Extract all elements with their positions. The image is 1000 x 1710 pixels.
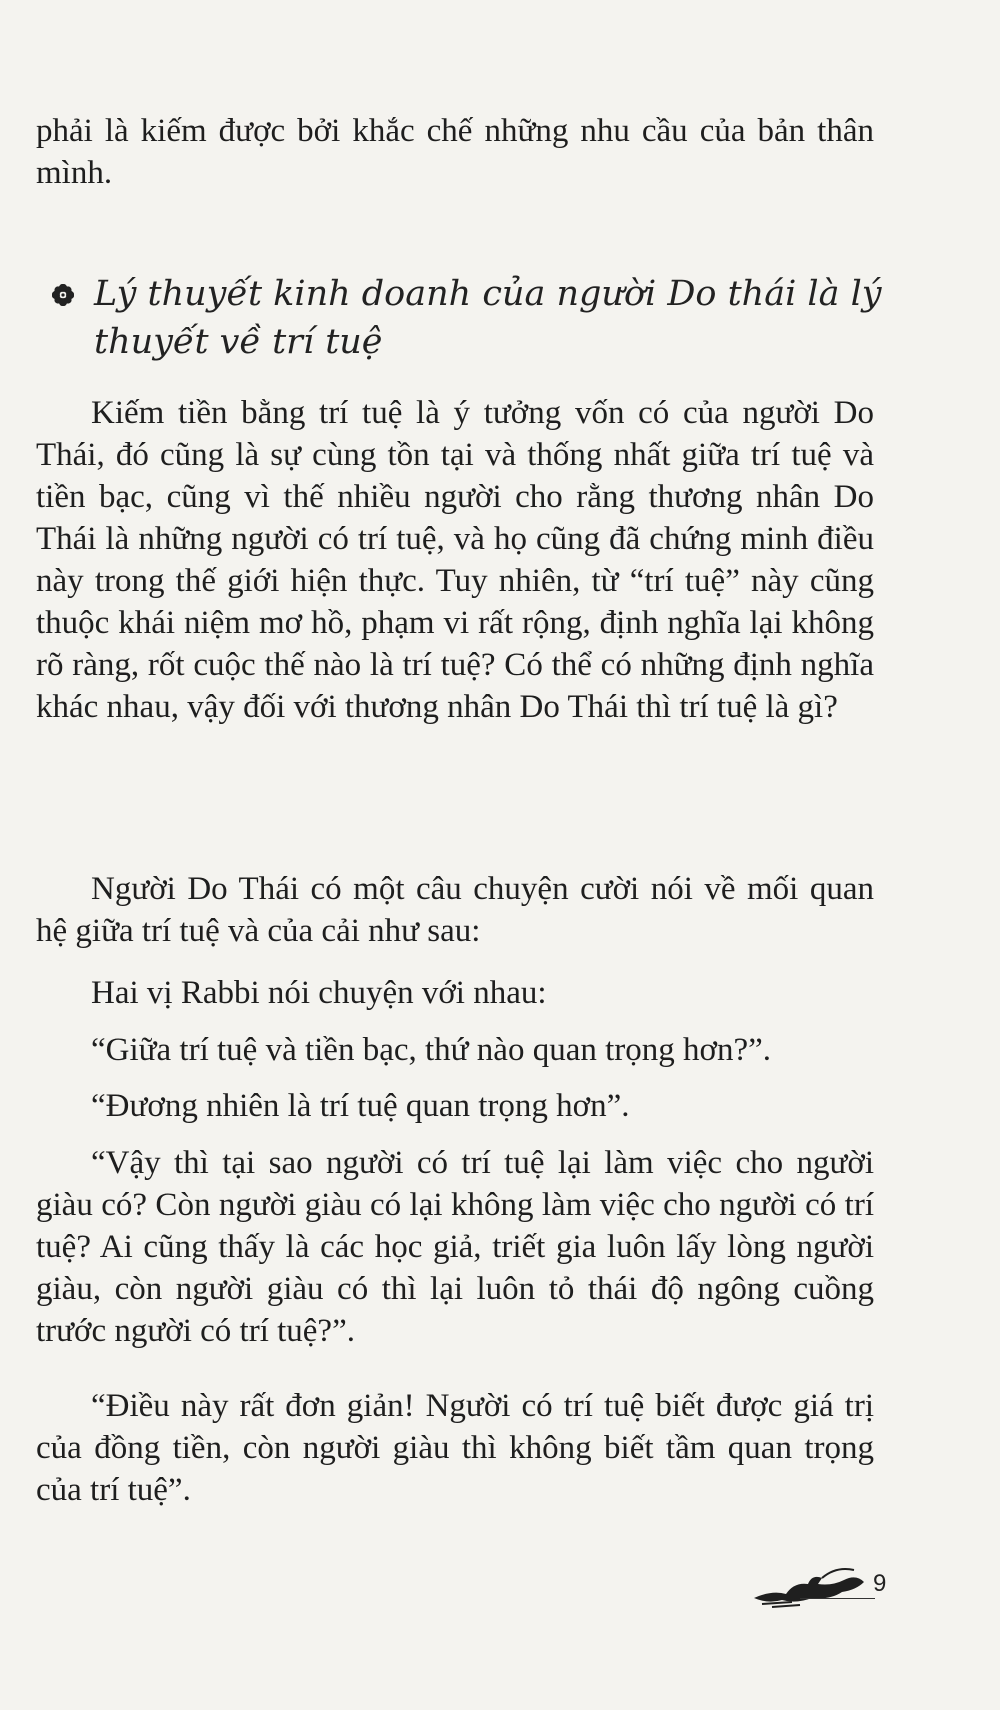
paragraph-joke-intro: Người Do Thái có một câu chuyện cười nói về mối quan hệ giữa trí tuệ và của cải như sau: <box>36 871 874 949</box>
paragraph-wisdom-definition: Kiếm tiền bằng trí tuệ là ý tưởng vốn có của người Do Thái, đó cũng là sự cùng tồn tại và thống nhất giữa trí tuệ và tiền bạc, cũng vì thế nhiều người cho rằng thương nhân Do Thái là những người có trí tuệ, và họ cũng đã chứng minh điều này trong thế giới hiện thực. Tuy nhiên, từ “trí tuệ” này cũng thuộc khái niệm mơ hồ, phạm vi rất rộng, định nghĩa lại không rõ ràng, rốt cuộc thế nào là trí tuệ? Có thể có những định nghĩa khác nhau, vậy đối với thương nhân Do Thái thì trí tuệ là gì? <box>36 395 874 725</box>
paragraph-answer: “Điều này rất đơn giản! Người có trí tuệ biết được giá trị của đồng tiền, còn người giàu thì không biết tầm quan trọng của trí tuệ”. <box>36 1388 874 1508</box>
dialogue-line: “Giữa trí tuệ và tiền bạc, thứ nào quan trọng hơn?”. <box>91 1032 771 1068</box>
dialogue-line: “Đương nhiên là trí tuệ quan trọng hơn”. <box>91 1088 630 1124</box>
footer-rule <box>800 1598 875 1599</box>
section-title: Lý thuyết kinh doanh của người Do thái là lý thuyết về trí tuệ <box>94 274 882 362</box>
flower-bullet-icon <box>52 284 74 306</box>
dialogue-line: Hai vị Rabbi nói chuyện với nhau: <box>91 975 547 1011</box>
intro-paragraph: phải là kiếm được bởi khắc chế những nhu cầu của bản thân mình. <box>36 113 874 191</box>
page-number: 9 <box>873 1570 887 1597</box>
bird-ornament-icon <box>752 1560 872 1608</box>
paragraph-question: “Vậy thì tại sao người có trí tuệ lại làm việc cho người giàu có? Còn người giàu có lại không làm việc cho người có trí tuệ? Ai cũng thấy là các học giả, triết gia luôn lấy lòng người giàu, còn người giàu có thì lại luôn tỏ thái độ ngông cuồng trước người có trí tuệ?”. <box>36 1145 874 1349</box>
